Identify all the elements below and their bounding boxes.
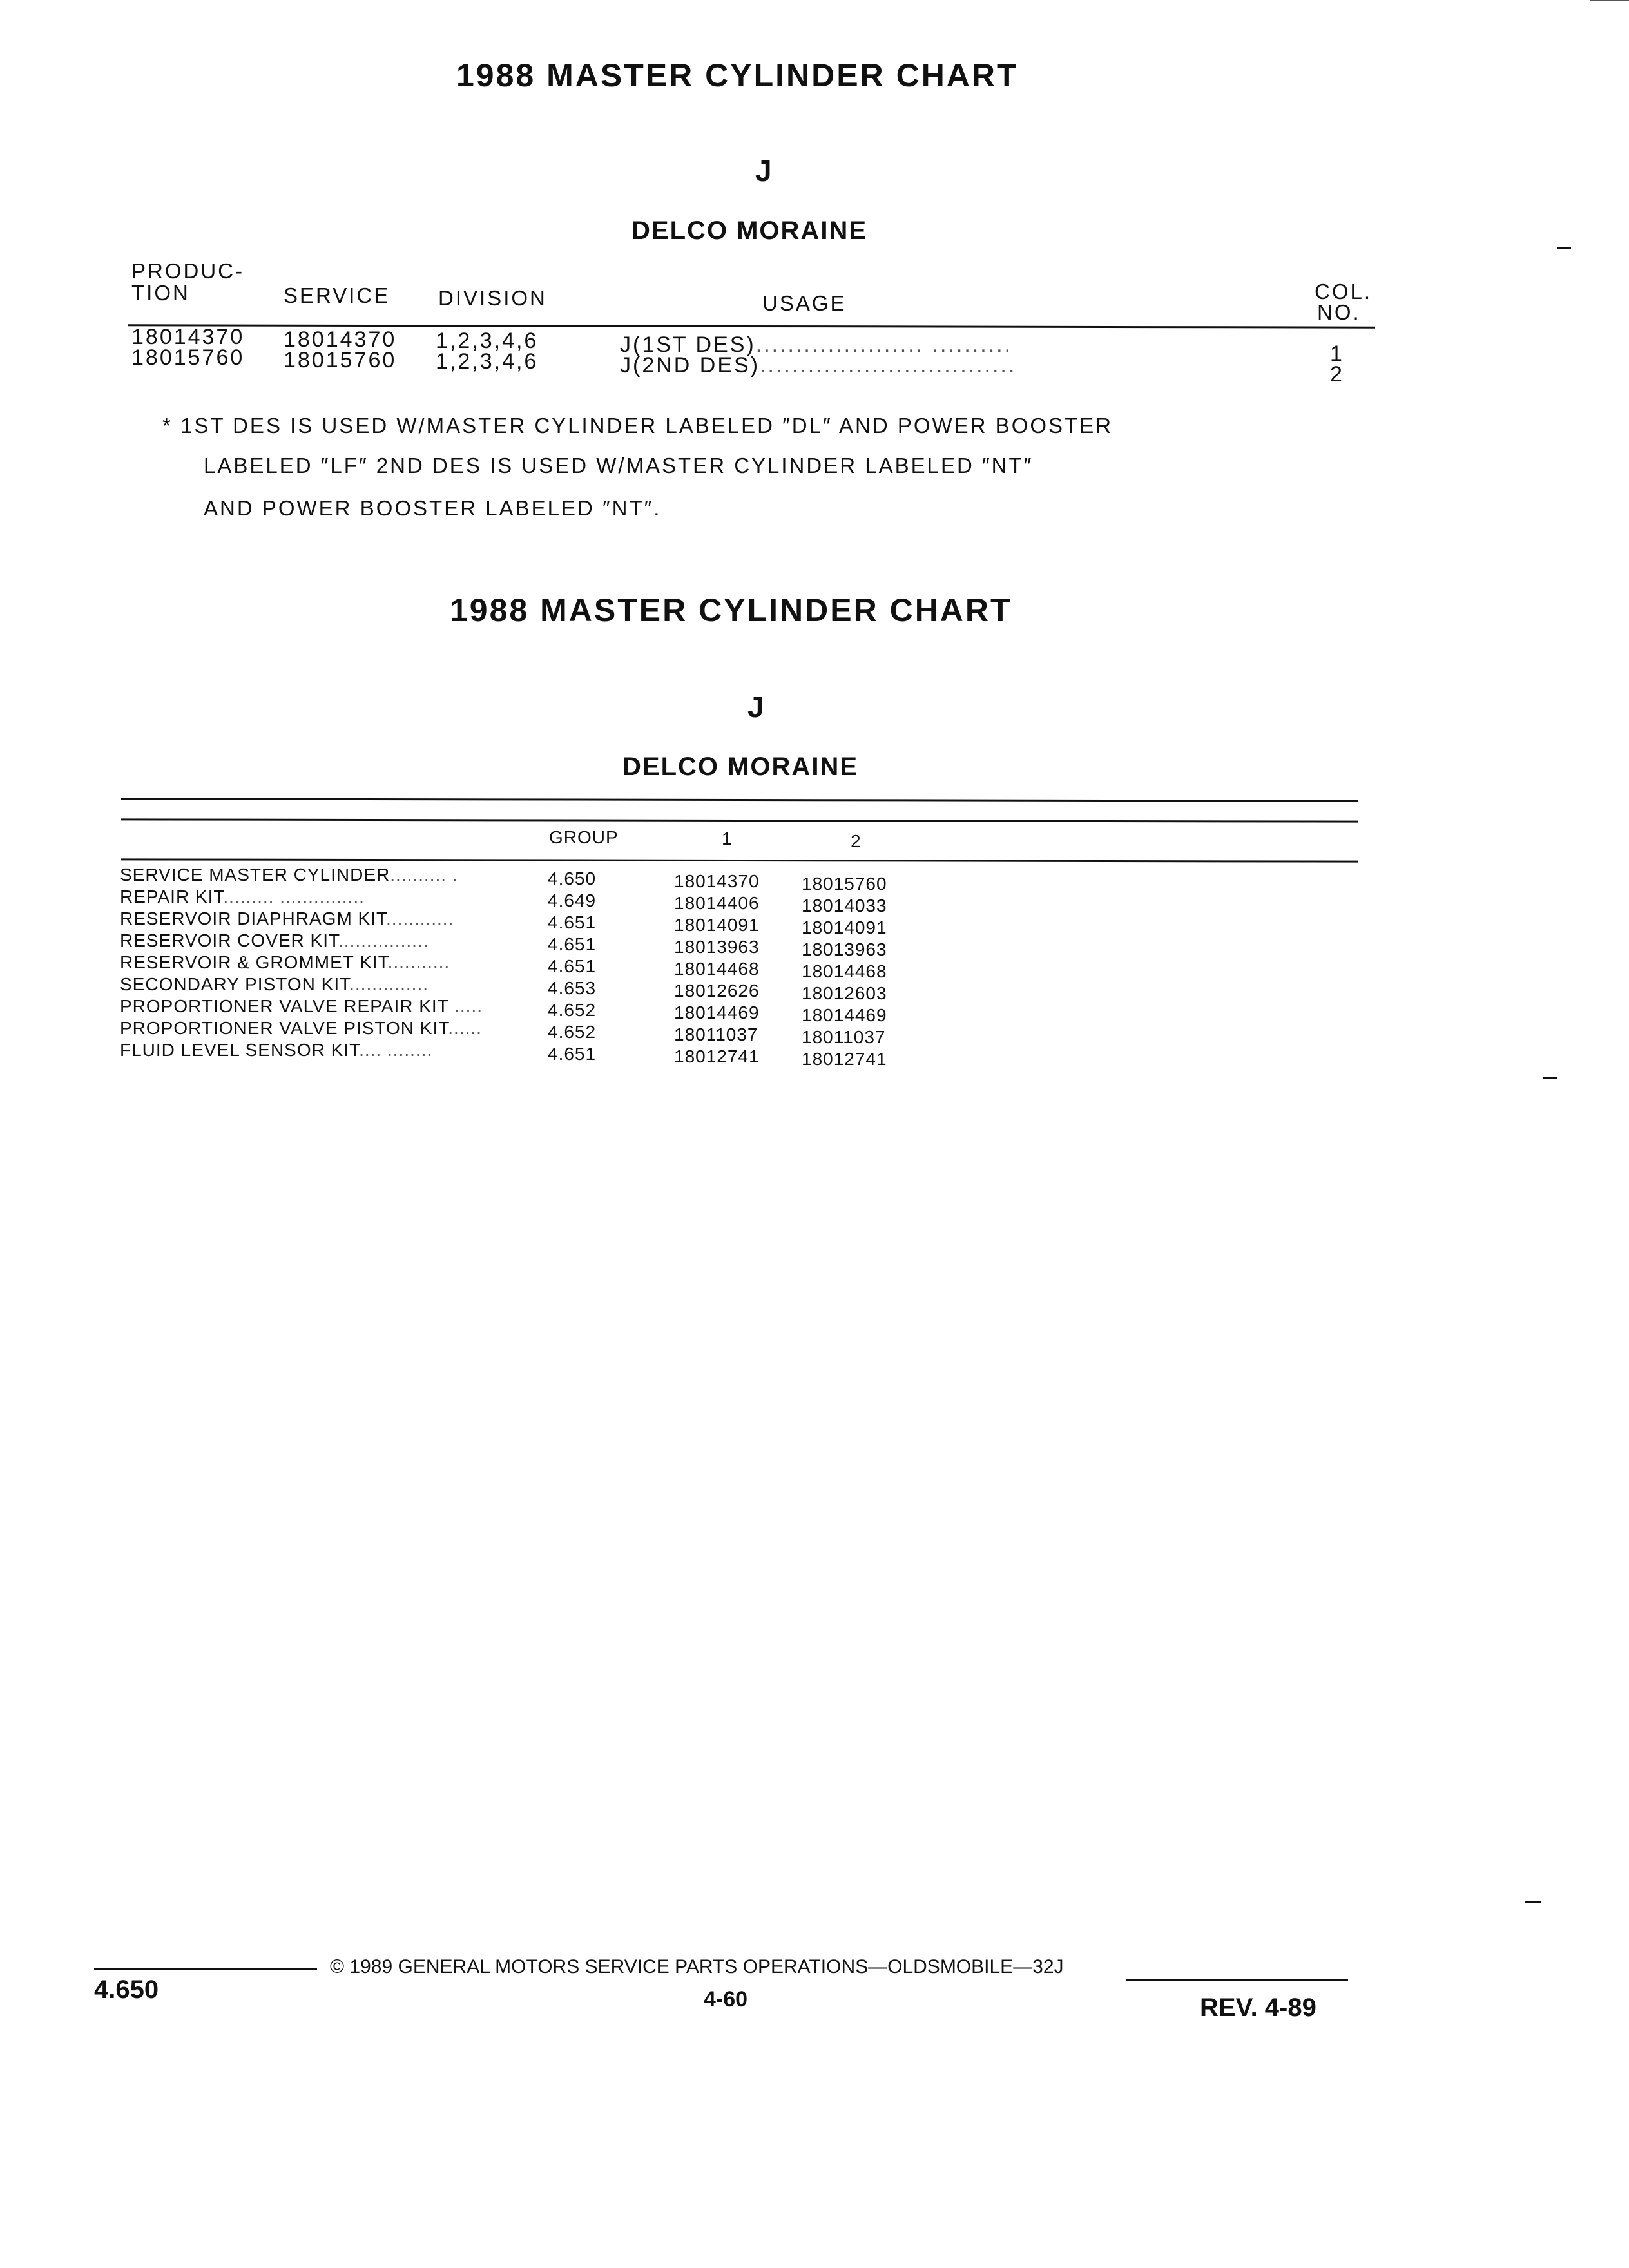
part-number-col1: 18014370 bbox=[674, 871, 760, 891]
col-number: 1 bbox=[1330, 341, 1344, 366]
usage-text: J(2ND DES)................................ bbox=[620, 353, 1017, 378]
margin-mark bbox=[1525, 1901, 1541, 1903]
part-name: RESERVOIR & GROMMET KIT........... bbox=[120, 952, 450, 972]
division-list: 1,2,3,4,6 bbox=[436, 349, 539, 374]
group-number: 4.653 bbox=[548, 978, 597, 998]
col-number: 2 bbox=[1330, 362, 1344, 387]
margin-mark bbox=[1543, 1077, 1557, 1079]
chart2-top-rule bbox=[121, 798, 1358, 802]
part-number-col2: 18014091 bbox=[802, 918, 887, 937]
part-number-col2: 18014469 bbox=[802, 1005, 887, 1025]
production-number: 18014370 bbox=[131, 325, 245, 349]
group-number: 4.651 bbox=[548, 1044, 597, 1064]
part-name: PROPORTIONER VALVE PISTON KIT...... bbox=[120, 1018, 482, 1038]
footer-rule-right bbox=[1126, 1979, 1348, 1981]
chart2-top-rule-2 bbox=[121, 818, 1358, 822]
group-number: 4.652 bbox=[548, 1000, 597, 1020]
part-number-col1: 18012626 bbox=[674, 981, 760, 1001]
part-number-col2: 18011037 bbox=[802, 1027, 886, 1047]
part-number-col2: 18014033 bbox=[802, 896, 887, 916]
production-number: 18015760 bbox=[131, 345, 245, 370]
chart1-code: J bbox=[755, 154, 772, 187]
production-header-line1: PRODUC- bbox=[131, 259, 244, 283]
footer-section-number: 4.650 bbox=[94, 1975, 159, 2004]
usage-header: USAGE bbox=[762, 291, 847, 315]
group-header: GROUP bbox=[549, 827, 619, 847]
part-name: SECONDARY PISTON KIT.............. bbox=[120, 974, 429, 994]
footnote-line: LABELED ″LF″ 2ND DES IS USED W/MASTER CYLINDER LABELED ″NT″ bbox=[204, 454, 1034, 477]
group-number: 4.651 bbox=[548, 912, 597, 932]
chart2-code: J bbox=[747, 690, 764, 724]
part-number-col1: 18014469 bbox=[674, 1003, 760, 1023]
footer-revision: REV. 4-89 bbox=[1200, 1994, 1316, 2022]
part-number-col1: 18014091 bbox=[674, 915, 760, 935]
part-name: REPAIR KIT......... ............... bbox=[120, 887, 365, 907]
part-number-col2: 18014468 bbox=[802, 961, 887, 981]
part-number-col1: 18014406 bbox=[674, 893, 760, 913]
division-header: DIVISION bbox=[438, 286, 547, 310]
group-number: 4.649 bbox=[548, 890, 597, 910]
col-header-line2: NO. bbox=[1317, 300, 1361, 324]
col-header-line1: COL. bbox=[1315, 280, 1373, 303]
footer-copyright: © 1989 GENERAL MOTORS SERVICE PARTS OPERATIONS—OLDSMOBILE—32J bbox=[330, 1956, 1064, 1977]
part-number-col2: 18015760 bbox=[802, 874, 887, 894]
group-number: 4.652 bbox=[548, 1022, 597, 1042]
column-2-header: 2 bbox=[851, 831, 862, 851]
chart1-subtitle: DELCO MORAINE bbox=[631, 216, 867, 245]
group-number: 4.651 bbox=[548, 934, 597, 954]
division-list: 1,2,3,4,6 bbox=[436, 329, 539, 353]
part-name: RESERVOIR COVER KIT................ bbox=[120, 930, 429, 950]
production-header-line2: TION bbox=[131, 281, 190, 305]
group-number: 4.651 bbox=[548, 956, 597, 976]
margin-mark bbox=[1557, 247, 1571, 249]
part-number-col1: 18014468 bbox=[674, 959, 760, 979]
part-name: FLUID LEVEL SENSOR KIT.... ........ bbox=[120, 1040, 433, 1060]
chart2-header-rule bbox=[121, 858, 1358, 862]
service-number: 18014370 bbox=[284, 327, 397, 352]
footer-page-number: 4-60 bbox=[704, 1987, 748, 2012]
chart1-title: 1988 MASTER CYLINDER CHART bbox=[456, 57, 1019, 93]
footnote-line: * 1ST DES IS USED W/MASTER CYLINDER LABELED ″DL″ AND POWER BOOSTER bbox=[162, 414, 1113, 437]
group-number: 4.650 bbox=[548, 869, 597, 889]
column-1-header: 1 bbox=[722, 829, 733, 849]
usage-text: J(1ST DES)..................... .......... bbox=[620, 332, 1013, 357]
part-number-col1: 18011037 bbox=[674, 1024, 758, 1044]
service-number: 18015760 bbox=[284, 348, 397, 372]
footer-rule-left bbox=[94, 1968, 317, 1970]
footnote-line: AND POWER BOOSTER LABELED ″NT″. bbox=[204, 496, 662, 520]
service-header: SERVICE bbox=[284, 284, 390, 307]
part-name: RESERVOIR DIAPHRAGM KIT............ bbox=[120, 908, 454, 928]
part-number-col1: 18013963 bbox=[674, 937, 760, 957]
corner-mark bbox=[1590, 0, 1629, 1]
part-name: SERVICE MASTER CYLINDER.......... . bbox=[120, 865, 458, 885]
part-number-col2: 18013963 bbox=[802, 939, 887, 959]
part-name: PROPORTIONER VALVE REPAIR KIT ..... bbox=[120, 996, 483, 1016]
part-number-col2: 18012603 bbox=[802, 983, 887, 1003]
chart2-subtitle: DELCO MORAINE bbox=[622, 753, 858, 781]
part-number-col1: 18012741 bbox=[674, 1046, 760, 1066]
chart2-title: 1988 MASTER CYLINDER CHART bbox=[450, 592, 1012, 628]
part-number-col2: 18012741 bbox=[802, 1049, 887, 1069]
